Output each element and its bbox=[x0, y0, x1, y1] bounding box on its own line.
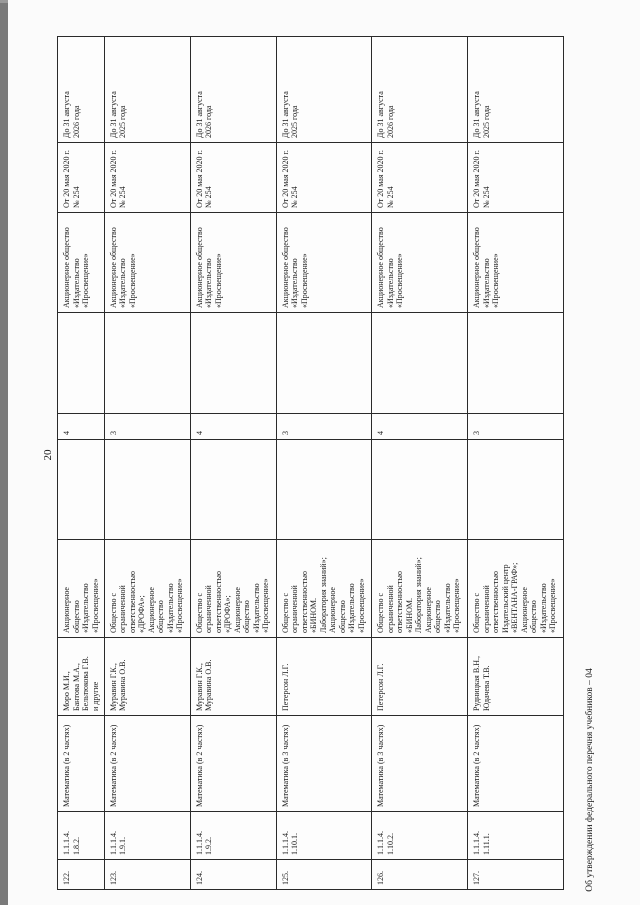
table-row bbox=[372, 37, 468, 890]
row-deadline: До 31 августа 2025 года bbox=[276, 37, 372, 143]
row-title: Математика (в 3 частях) bbox=[372, 716, 468, 812]
row-note bbox=[276, 313, 372, 414]
row-grade: 4 bbox=[190, 414, 276, 440]
row-deadline: До 31 августа 2026 года bbox=[372, 37, 468, 143]
row-extra bbox=[276, 440, 372, 540]
row-order: От 20 мая 2020 г. № 254 bbox=[190, 143, 276, 213]
row-code: 1.1.1.4. 1.10.1. bbox=[276, 812, 372, 860]
row-title: Математика (в 2 частях) bbox=[104, 716, 190, 812]
row-authors: Петерсон Л.Г. bbox=[276, 638, 372, 716]
table-row bbox=[468, 37, 564, 890]
row-note bbox=[468, 313, 564, 414]
row-note bbox=[58, 313, 105, 414]
scan-edge bbox=[0, 0, 8, 905]
row-organization: Акционерное общество «Издательство «Просвещение» bbox=[190, 213, 276, 313]
row-publisher: Общество с ограниченной ответственностью «ДРОФА»; Акционерное общество «Издательство «Просвещение» bbox=[104, 540, 190, 638]
row-extra bbox=[372, 440, 468, 540]
textbook-table bbox=[57, 36, 564, 890]
row-publisher: Общество с ограниченной ответственностью «БИНОМ. Лаборатория знаний»; Акционерное общество «Издательство «Просвещение» bbox=[372, 540, 468, 638]
row-number: 127. bbox=[468, 860, 564, 890]
row-order: От 20 мая 2020 г. № 254 bbox=[58, 143, 105, 213]
row-note bbox=[372, 313, 468, 414]
row-grade: 3 bbox=[276, 414, 372, 440]
row-organization: Акционерное общество «Издательство «Просвещение» bbox=[58, 213, 105, 313]
rotated-table-wrapper bbox=[57, 37, 564, 890]
row-code: 1.1.1.4. 1.8.2. bbox=[58, 812, 105, 860]
row-authors: Муравин Г.К., Муравина О.В. bbox=[104, 638, 190, 716]
row-title: Математика (в 2 частях) bbox=[58, 716, 105, 812]
row-code: 1.1.1.4. 1.9.2. bbox=[190, 812, 276, 860]
row-order: От 20 мая 2020 г. № 254 bbox=[468, 143, 564, 213]
row-title: Математика (в 2 частях) bbox=[190, 716, 276, 812]
row-organization: Акционерное общество «Издательство «Просвещение» bbox=[468, 213, 564, 313]
row-order: От 20 мая 2020 г. № 254 bbox=[104, 143, 190, 213]
row-extra bbox=[58, 440, 105, 540]
row-note bbox=[104, 313, 190, 414]
footer-note: Об утверждении федерального перечня учебников – 04 bbox=[585, 668, 595, 892]
row-order: От 20 мая 2020 г. № 254 bbox=[276, 143, 372, 213]
row-organization: Акционерное общество «Издательство «Просвещение» bbox=[276, 213, 372, 313]
row-note bbox=[190, 313, 276, 414]
row-authors: Петерсон Л.Г. bbox=[372, 638, 468, 716]
row-code: 1.1.1.4. 1.10.2. bbox=[372, 812, 468, 860]
row-grade: 3 bbox=[468, 414, 564, 440]
row-organization: Акционерное общество «Издательство «Просвещение» bbox=[372, 213, 468, 313]
row-number: 125. bbox=[276, 860, 372, 890]
row-grade: 4 bbox=[372, 414, 468, 440]
table-row bbox=[190, 37, 276, 890]
row-number: 124. bbox=[190, 860, 276, 890]
row-extra bbox=[468, 440, 564, 540]
row-code: 1.1.1.4. 1.11.1. bbox=[468, 812, 564, 860]
table-row bbox=[104, 37, 190, 890]
page-number: 20 bbox=[42, 449, 54, 461]
row-organization: Акционерное общество «Издательство «Просвещение» bbox=[104, 213, 190, 313]
row-authors: Муравин Г.К., Муравина О.В. bbox=[190, 638, 276, 716]
row-number: 123. bbox=[104, 860, 190, 890]
row-order: От 20 мая 2020 г. № 254 bbox=[372, 143, 468, 213]
row-grade: 4 bbox=[58, 414, 105, 440]
row-extra bbox=[104, 440, 190, 540]
row-authors: Моро М.И., Бантова М.А., Бельтюкова Г.В. и другие bbox=[58, 638, 105, 716]
row-deadline: До 31 августа 2026 года bbox=[58, 37, 105, 143]
table-row bbox=[58, 37, 105, 890]
row-title: Математика (в 2 частях) bbox=[468, 716, 564, 812]
row-extra bbox=[190, 440, 276, 540]
row-deadline: До 31 августа 2026 года bbox=[190, 37, 276, 143]
row-title: Математика (в 3 частях) bbox=[276, 716, 372, 812]
row-publisher: Акционерное общество «Издательство «Просвещение» bbox=[58, 540, 105, 638]
row-authors: Рудницкая В.Н., Юдачева Т.В. bbox=[468, 638, 564, 716]
table-row bbox=[276, 37, 372, 890]
row-publisher: Общество с ограниченной ответственностью «ДРОФА»; Акционерное общество «Издательство «Просвещение» bbox=[190, 540, 276, 638]
row-number: 126. bbox=[372, 860, 468, 890]
row-deadline: До 31 августа 2025 года bbox=[104, 37, 190, 143]
row-code: 1.1.1.4. 1.9.1. bbox=[104, 812, 190, 860]
row-publisher: Общество с ограниченной ответственностью Издательский центр «ВЕНТАНА-ГРАФ»; Акционерное общество «Издательство «Просвещение» bbox=[468, 540, 564, 638]
row-deadline: До 31 августа 2025 года bbox=[468, 37, 564, 143]
row-number: 122. bbox=[58, 860, 105, 890]
row-publisher: Общество с ограниченной ответственностью «БИНОМ. Лаборатория знаний»; Акционерное общество «Издательство «Просвещение» bbox=[276, 540, 372, 638]
row-grade: 3 bbox=[104, 414, 190, 440]
